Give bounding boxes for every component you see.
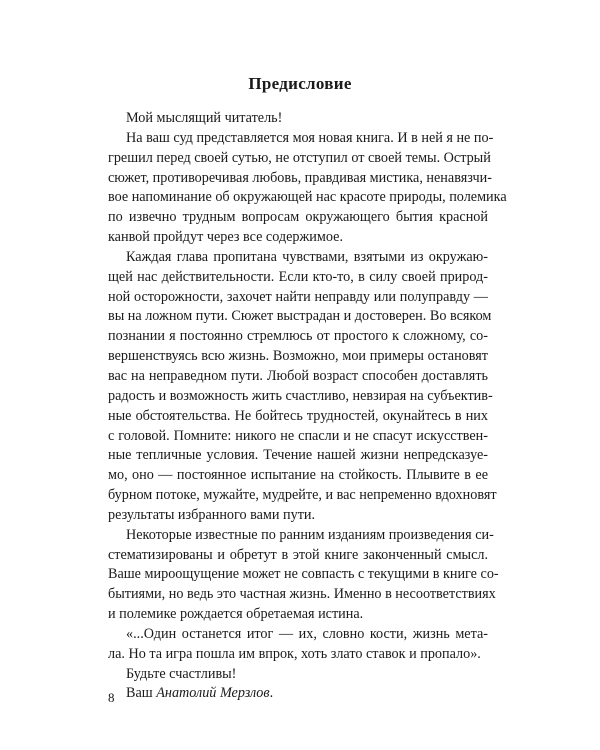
text-line: ные обстоятельства. Не бойтесь трудностей, окунайтесь в них — [108, 407, 488, 424]
signature-prefix: Ваш — [126, 685, 157, 702]
paragraph — [108, 129, 507, 248]
text-line: вы на ложном пути. Сюжет выстрадан и достоверен. Во всяком — [108, 308, 492, 325]
text-line: стематизированы и обретут в этой книге законченный смысл. — [108, 546, 488, 563]
text-line: канвой пройдут через все содержимое. — [108, 229, 343, 246]
text-line: Будьте счастливы! — [126, 665, 237, 682]
text-line: вас на неправедном пути. Любой возраст способен доставлять — [108, 367, 488, 384]
text-line: Каждая глава пропитана чувствами, взятыми из окружаю- — [126, 248, 488, 265]
text-line: Ваше мироощущение может не совпасть с текущими в книге со- — [108, 566, 499, 583]
text-line: щей нас действительности. Если кто-то, в силу своей природ- — [108, 268, 488, 285]
text-line: Мой мыслящий читатель! — [126, 110, 283, 126]
text-line: ной осторожности, захочет найти неправду или полуправду — — [108, 288, 488, 305]
author-name: Анатолий Мерзлов — [156, 685, 270, 702]
page-title: Предисловие — [248, 74, 352, 93]
page-number: 8 — [108, 690, 115, 705]
text-line: На ваш суд представляется моя новая книга. И в ней я не по- — [126, 129, 494, 146]
signature — [108, 684, 488, 704]
text-line: по извечно трудным вопросам окружающего бытия красной — [108, 209, 488, 226]
signature-line — [108, 684, 488, 704]
paragraph — [108, 665, 488, 685]
text-line: познании я постоянно стремлюсь от простого к сложному, со- — [108, 328, 488, 345]
text-line: вершенствуясь всю жизнь. Возможно, мои примеры остановят — [108, 348, 488, 365]
text-line: мо, оно — постоянное испытание на стойкость. Плывите в ее — [108, 467, 488, 484]
text-line: с головой. Помните: никого не спасли и не спасут искусствен- — [108, 427, 488, 444]
paragraph — [108, 248, 497, 526]
text-line: ные тепличные условия. Течение нашей жизни непредсказуе- — [108, 447, 488, 464]
text-line: бурном потоке, мужайте, мудрейте, и вас непременно вдохновят — [108, 487, 497, 504]
text-line: и полемике рождается обретаемая истина. — [108, 606, 364, 623]
text-line: бытиями, но ведь это частная жизнь. Именно в несоответствиях — [108, 586, 496, 603]
text-line: грешил перед своей сутью, не отступил от своей темы. Острый — [108, 149, 491, 166]
text-line: Некоторые известные по ранним изданиям произведения си- — [126, 526, 494, 543]
paragraph — [108, 625, 488, 665]
paragraph-container — [108, 109, 507, 684]
text-line: вое напоминание об окружающей нас красоте природы, полемика — [108, 189, 507, 206]
preface-body — [108, 109, 507, 704]
text-line: «...Один останется итог — их, словно кости, жизнь мета- — [126, 625, 488, 642]
text-line: радость и возможность жить счастливо, невзирая на субъектив- — [108, 387, 493, 404]
text-line: ла. Но та игра пошла им впрок, хоть злато ставок и пропало». — [108, 645, 481, 662]
paragraph — [108, 526, 499, 625]
text-line: результаты избранного вами пути. — [108, 506, 316, 523]
paragraph — [108, 109, 488, 129]
text-line: сюжет, противоречивая любовь, правдивая мистика, ненавязчи- — [108, 169, 493, 186]
signature-suffix: . — [269, 685, 274, 702]
